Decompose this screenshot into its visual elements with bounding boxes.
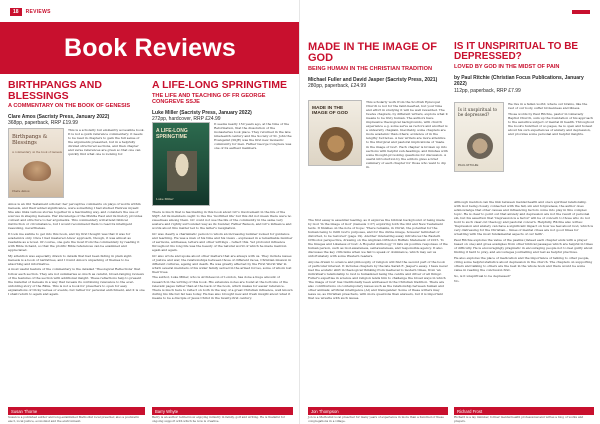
banner [0,22,300,74]
paragraph: This scholarly work from the Scottish Episcopal Church is not for the faint-hearted, but your time and effort in studying it will be well rewarded. The twelve chapters, by different writers, explore what it means to be truly human. The authors have impressive theological backgrounds, with church experience e.g. some serve as rectors and another is a university chaplain. Inevitably, some chapters are more academic than others; evidence of in the lengthy footnotes. A few writers are more attentive to the liturgical and pastoral implications of 'made in the image of God'. Each chapter is broken up into sections with helpful sub-headings, and finishes with some thought-provoking questions for discussion. A useful introduction by the editors gives a brief summary of each chapter for those who want to dip in. [366,100,448,169]
paragraph: The author, Luke Miller, who is Archdeacon of London, has done a huge amount of research in the writing of this book. His extensive notes are found at the bottoms of the relevant pages rather than at the back of the book, which makes for easier reference. There is much here to reflect on both in the way of a great Christian influence, well known during his life but far less today. He has also brought new and fresh insight about what it means to be a disciple of Jesus Christ in the twenty-first century. [152,275,293,300]
review-image-of-god [308,41,448,301]
review-pricing: 272pp, hardcover, RRP £24.99 [152,116,221,123]
review-title: BIRTHPANGS AND BLESSINGS [8,79,102,102]
review-subtitle: THE LIFE AND TEACHING OF FR GEORGE CONGREVE SSJE [152,92,266,106]
reviewer-name: Barry Whyte [152,407,293,415]
paragraph: GC also wrote and spoke about other matters that are always with us. They include issues of justice and war, the relationships between those of different races, Christian mission in different cultures, ageing and death. He was greatly affected by the First World War in which several members of his wider family served in the armed forces, some of whom lost their lives. [152,253,292,274]
reviewer-note: Susan is a published author and long-established Methodist local preacher, also a postwarm elect, local justice, economist and the environment. [8,415,139,423]
review-pricing: 280pp, paperback, £24.99 [308,83,367,90]
cover-title: Birthpangs & Blessings [12,134,48,146]
cover-illustration [23,161,51,181]
review-body-top [68,128,145,158]
banner-title: Book Reviews [64,33,236,62]
review-meta [454,75,594,95]
paragraph: This is a scholarly but eminently accessible book. It is not a quick reference commentary; it needs to be read in chapters to gain the full sense of the arguments presented, but in a helpfully divided structured sections, and then chapter and verse references are given so that one can quickly find what one is looking for. [68,128,145,157]
reviewer-name: Jon Thompson [308,407,448,415]
section-label: REVIEWS [25,9,51,15]
reviewer-note: Richard is a lay minister, former mental health professional and writes a blog of works and prayers. [454,415,584,423]
paragraph: Paul Ritchie explores the value of the psalms (indeed each chapter ends with a prayer based on one) and gives examples from other biblical passages which are helpful in times of difficulty. He is encouragingly pragmatic in encouraging people not to feel guilty about finding it hard to pray, and encourages journalling and rest as helpful practices. [454,238,593,255]
review-author: Clare Amos (Sacristy Press, January 2022) [8,113,110,120]
paragraph: My attention was especially drawn to details that had been hiding in plain sight. Genesis is a book of narratives, and I found Amos's unpacking of themes to be absorbing and informative. [8,253,133,266]
paragraph: He also explores the place of medication and the importance of talking to other people, citing some helpful statistics about depression in the church. The chapters on supporting others and talking to others are the best in the whole book and there would be some value in reading the conclusion first. [454,255,593,272]
paragraph: We live in a fallen world; where our brains, like the rest of our body, suffer brokenness and illness. [508,102,588,111]
reviewer-note: Jon is a Methodist local preacher for many years of experience in more than a hundred of these congregations in a village. [308,415,444,423]
review-title: MADE IN THE IMAGE OF GOD [308,41,437,65]
reviewer-name: Susan Thorne [8,407,145,415]
review-subtitle: LOVED BY GOD IN THE MIDST OF PAIN [454,64,560,71]
review-springtime [152,79,293,300]
paragraph: The first essay is essential reading, as it explores the biblical background of being made by God 'in the image of God' (Genesis 1:27) exploring both the Old and New Testament texts. It finishes on the note of hope: 'There remains, in Christ, the potential for the human being to fulfil God's purposes, and for the divine image, however tarnished or distorted, to be restored' (page 19). Another interesting essay introduces the Eastern Orthodox perspective, drawing on the Anglican-Orthodox Buffalo Statement of 2015. To the Images and Likeness of God: A Hopeful Anthology' It lists six positive responses of the human person, such as God-awareness, self-awareness, and responsible agency. It also discusses the key criticisms when we fail to speak or dominance, which may set us unfortunately with some Western readers. [308,218,448,259]
cover-author: PAUL RITCHIE [458,163,479,167]
review-body-top [366,100,448,170]
paragraph: So, is it unspiritual to be depressed? [454,273,511,278]
cover-subtitle: A commentary on the book of Genesis [12,151,62,154]
right-page [300,0,600,424]
review-meta [8,114,145,127]
paragraph: Anyone drawn to science and philosophy of religion will find the second part of the book of particular interest. It includes chapters by the late Sarah E. Jasper's essay. I have never met the ecstatic shift in theological thinking from medieval to modern times, from 'an individual's relationship to God is humanized being the centre and driver of all things'. Fuller's expertise in science and religion lends him to challenge the broad ways in which 'the image of God' has traditionally been addressed in the Christian tradition. There are also contributions on contemporary issues such as the relationship between human and other animals; artificial intelligence (AI) and transgender. Some of these writers may leave us, as Christian preachers, with more questions than answers, but it is important that we wrestle with such issues. [308,260,448,301]
review-title: A LIFE-LONG SPRINGTIME [152,79,287,91]
corner-ribbon [572,10,590,14]
review-title: IS IT UNSPIRITUAL TO BE DEPRESSED? [454,41,579,63]
cover-author: Clare Amos [12,189,30,193]
cover-title: MADE IN THE IMAGE OF GOD [312,106,348,117]
cover-illustration [319,127,353,161]
review-author: by Paul Ritchie (Christian Focus Publications, January 2022) [454,74,584,88]
reviewer-name: Richard Frost [454,407,594,415]
book-cover-image [454,102,504,172]
review-meta [308,77,448,90]
cover-portrait [167,151,197,191]
review-body-top [214,122,293,152]
review-pricing: 368pp, paperback, RRP £19.99 [8,120,78,127]
book-cover-image [152,122,210,206]
paragraph: GC was clearly a charismatic person to whom an increasing number looked for guidance and teaching. He was a man of his time and his views – expressed in a remarkable number of sermons, addresses, letters and other writings – reflect this. Yet profound influence throughout his long life was the beauty of the natural world of which he made mention again and again. [152,231,293,253]
review-author: Luke Miller (Sacristy Press, January 2022) [152,109,252,116]
page-number: 18 [10,8,22,16]
review-unspiritual [454,41,594,284]
paragraph: It seems nearly 150 years ago, at the time of the Reformation, that the dissolution of the monasteries took place. They returned in the late nineteenth century and the Society of St. John the Evangelist (SSJE) was the first new monastic community for men. Father George Congreve was one of its earliest members. [214,122,292,151]
paragraph: It took me awhile to get into this book, and my first thought was that it was for academics only. Once I had mastered Amos' approach, though, it was almost as readable as a novel. Of course, one gets the most from the commentary by reading it with Bible in hand, so that the prolific Bible references can be examined and appreciated. [8,231,140,253]
review-author: Michael Fuller and David Jasper (Sacristy Press, 2021) [308,76,438,83]
section-tab [10,8,51,16]
review-body [454,200,594,404]
cover-author: Luke Miller [156,197,174,201]
cover-title: Is it unspiritual to be depressed? [458,108,498,118]
review-body-top [508,102,594,138]
paragraph: Amos is an Old Testament scholar; her perceptive comments on plays of words within Genesis, and their added significance, were something I had studied Hebrew myself. She also links various stories together in a fascinating way, and considers the use of sources in shaping Genesis. Her knowledge of the Middle East and its history provides context and structure to her arguments. This commentary will attend biblical instruction or circumstance, but I would recommend them to read its intelligent reasoning, nevertheless. [8,202,143,231]
review-body [152,210,293,400]
cover-title: A LIFE-LONG SPRINGTIME [156,128,188,140]
review-subtitle: A COMMENTARY ON THE BOOK OF GENESIS [8,103,131,110]
book-cover-image [308,100,362,166]
review-body [8,202,145,380]
paragraph: There is much that is fascinating in this book about GC's involvement in the life of the SSJE. All its members ought to live the 'mortified life' but this did not mean there were no sweetness among them. GC could not use the life of the community in the same very austere and rightly surrounded way as its founder, Father Benson, and GC's influence and words about this matter led to the latter's resignation. [152,210,292,231]
review-birthpangs [8,79,145,296]
paragraph: Although mention can the link between mental health and one's spiritual relationship with God being closely connected with the fall, sin and forgiveness, the author does acknowledge that other causes and influencing factors come into play in this complex topic. He is clear to point out that anxiety and depression are not the result of personal sin, but his assertion that 'Depression is a factor' will be of concern to those who do not hold to such clear-cut theology and pastoral concern. Helpfully, Ritchie also writes: 'Depression and anxiety can have a significant impact on how we feel about God, which is very distressing for the Christian... times of mental crises are not good times for wrestling with the most fundamental aspects of our faith'. [454,200,594,237]
paragraph: A most useful feature of the commentary is the detailed 'Theological Reflections' that follow each section. They are not summaries so much as careful, broad-ranging reviews of the features of the section with additional insight. These reflections help to present the material of Genesis in a way that reveals its continuing relevance to the ever-unfolding story of the Bible. This is not a book for preachers to open for easy explanations of tricky verses or events, but rather for personal enrichment, and it is one I shall return to again and again. [8,267,145,296]
review-pricing: 112pp, paperback, RRP £7.99 [454,87,521,94]
review-subtitle: BEING HUMAN IN THE CHRISTIAN TRADITION [308,66,432,73]
reviewer-note: Barry is an author retired now enjoying ministry in family, golf and writing. He is thankful for ongoing support with which he now is creative. [152,415,285,423]
review-body [308,218,448,404]
paragraph: No. [454,279,460,284]
book-cover-image [8,128,64,198]
review-meta [152,110,293,123]
cover-illustration [467,133,493,159]
paragraph: Those words by Paul Ritchie, pastor in Limavady Baptist Church, sum up the foundation of his approach to the sensitive subject of mental ill health. Throughout the book's hundred or so pages, he is open and honest about his own experiences of anxiety and depression, and provides some personal and helpful insights. [508,111,594,136]
